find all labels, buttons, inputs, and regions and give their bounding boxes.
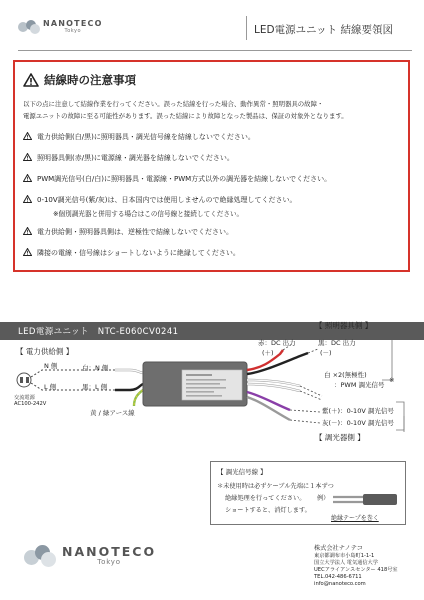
caution-item [23,248,240,258]
header [0,0,424,52]
power-unit-module [143,362,247,406]
note-line: ショートすると、消灯します。 [225,507,311,514]
brand-sub: Tokyo [64,28,82,34]
warning-icon [23,174,32,182]
caution-title: 結線時の注意事項 [44,73,136,87]
warning-icon [23,153,32,161]
document-title: LED電源ユニット 結線要領図 [254,24,393,36]
caution-item-text: 隣接の電線・信号線はショートしないように絶縁してください。 [37,249,240,257]
l-side-label: L 側 [44,383,57,391]
footer-logo [24,545,156,567]
gray-label: 灰(－)：0-10V 調光信号 [322,419,394,427]
caution-intro [23,98,403,122]
power-side-label: 【 電力供給側 】 [16,347,74,356]
black-l-label: 黒：L 側 [82,383,108,391]
footer-brand-sub: Tokyo [97,558,121,566]
earth-label: 黄 / 緑アース線 [90,409,135,417]
phone: TEL.042-486-6711 [314,574,362,580]
tape-wire-icon [333,492,401,506]
warning-icon [23,195,32,203]
caution-item [23,153,234,163]
ac-power-label: 交流電源 [14,395,35,401]
red-dc-label: 赤：DC 出力 [258,339,296,347]
footer-brand-name: NANOTECO [62,544,157,559]
warning-icon [23,132,32,140]
company-name: 株式会社ナノテコ [314,545,363,552]
ac-voltage-label: AC100-242V [14,401,47,407]
logo-mark-icon [18,20,40,34]
header-divider [246,16,247,40]
caution-box [13,60,410,272]
caution-item-text: 照明器具側(赤/黒)に電源線・調光器を結線しないでください。 [37,154,234,162]
warning-icon [23,248,32,256]
black-dc-label: 黒：DC 出力 [318,339,356,347]
black-minus-label: (－) [320,349,332,357]
white-x2-label: 白 ×2(無極性) [324,371,367,379]
light-side-label: 【 照明器具側 】 [315,321,373,330]
address-line: 東京都調布市小島町1-1-1 [314,553,375,559]
red-plus-label: (＋) [262,349,274,357]
section-title: LED電源ユニット NTC-E060CV0241 [18,327,179,337]
caution-item-text: 電力供給側・照明器具側は、逆極性で結線しないでください。 [37,228,233,236]
tape-label: 絶縁テープを巻く [331,515,379,522]
address-line: UECアライアンスセンター 418号室 [314,567,398,573]
caution-item [23,195,297,205]
dimming-note-box [210,461,406,525]
caution-item [23,227,233,237]
header-rule [18,50,412,51]
note-line: ＊未使用時は必ずケーブル先端に１本ずつ [217,483,334,490]
warning-icon [23,227,32,235]
pwm-label: ：PWM 調光信号 [334,381,385,389]
brand-name: NANOTECO [43,19,103,28]
caution-item [23,174,331,184]
pwm-mark: ※ [389,376,395,384]
caution-item-text: 電力供給側(白/黒)に照明器具・調光信号線を結線しないでください。 [37,133,255,141]
caution-item-text: 0-10V調光信号(紫/灰)は、日本国内では使用しませんので絶縁処理してください。 [37,196,297,204]
caution-item-text: PWM調光信号(白/白)に照明器具・電源線・PWM方式以外の調光器を結線しないでください。 [37,175,332,183]
caution-sub-note: ※個別調光器と併用する場合はこの信号線と接続してください。 [53,210,244,218]
caution-heading [23,72,136,88]
footer-address [314,545,398,588]
caution-intro-line: 電源ユニットの故障に至る可能性があります。誤った結線により故障となった製品は、保証の対象外となります。 [23,112,348,120]
email: info@nanoteco.com [314,581,366,587]
logo-mark-icon [24,545,58,567]
purple-label: 紫(＋)：0-10V 調光信号 [322,407,394,415]
n-side-label: N 側 [44,362,58,370]
warning-icon [23,73,39,87]
power-plug-icon [17,373,31,387]
address-line: 国立大学法人 電気通信大学 [314,560,378,566]
brand-logo [18,20,103,34]
note-example: 例） [317,495,330,502]
note-title: 【 調光信号線 】 [217,468,267,476]
caution-intro-line: 以下の点に注意して結線作業を行ってください。誤った結線を行った場合、動作異常・照明器具の故障・ [23,100,324,108]
note-line: 絶縁処理を行ってください。 [225,495,306,502]
white-n-label: 白：N 側 [82,364,109,372]
caution-item [23,132,255,142]
dimmer-side-label: 【 調光器側 】 [315,433,365,442]
